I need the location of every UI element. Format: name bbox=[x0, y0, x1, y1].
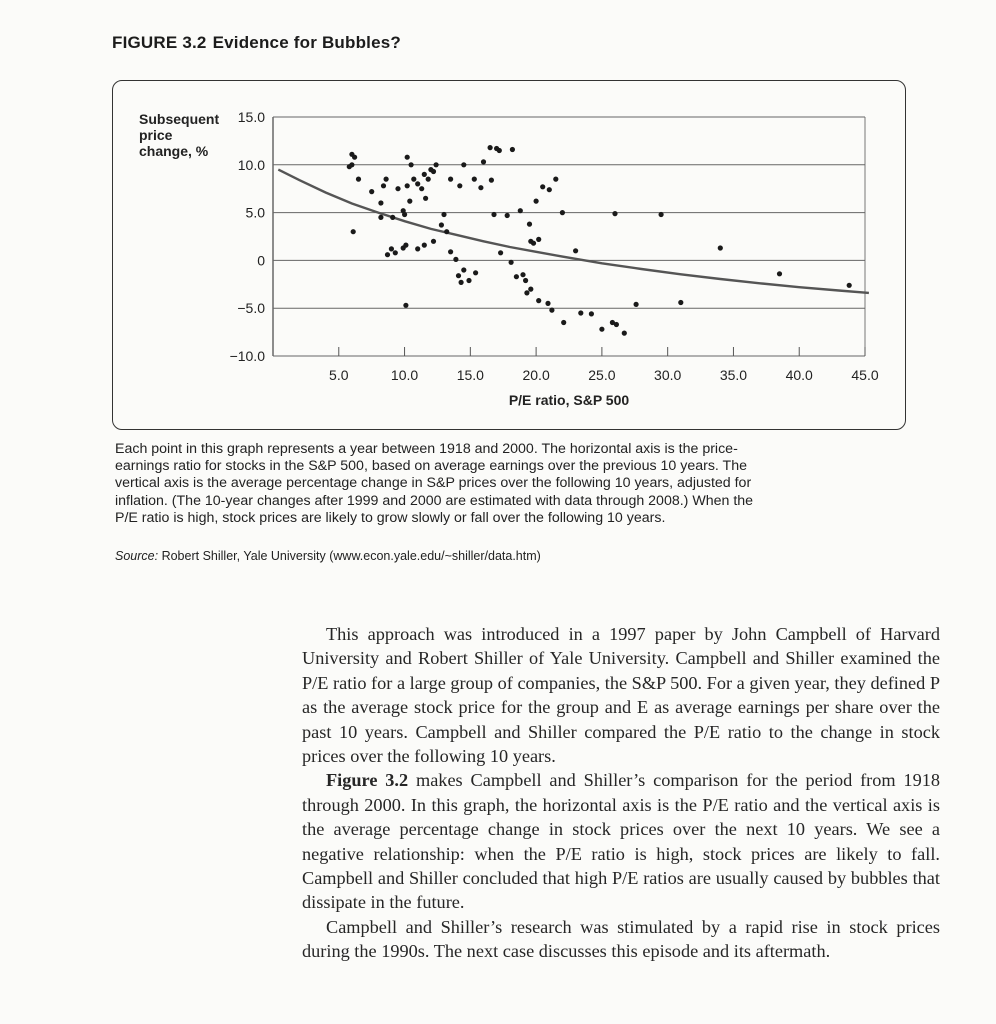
data-point bbox=[520, 272, 525, 277]
data-point bbox=[494, 146, 499, 151]
data-point bbox=[536, 298, 541, 303]
y-tick-label: 15.0 bbox=[237, 109, 265, 125]
data-point bbox=[524, 290, 529, 295]
data-point bbox=[441, 212, 446, 217]
data-point bbox=[448, 177, 453, 182]
data-point bbox=[426, 177, 431, 182]
data-point bbox=[718, 245, 723, 250]
data-point bbox=[518, 208, 523, 213]
data-point bbox=[549, 308, 554, 313]
figure-number: FIGURE 3.2 bbox=[112, 33, 207, 52]
data-point bbox=[434, 162, 439, 167]
data-point bbox=[466, 278, 471, 283]
data-point bbox=[531, 241, 536, 246]
data-point bbox=[489, 178, 494, 183]
data-point bbox=[415, 246, 420, 251]
data-point bbox=[385, 252, 390, 257]
x-tick-label: 20.0 bbox=[522, 367, 550, 383]
data-point bbox=[456, 273, 461, 278]
data-point bbox=[448, 249, 453, 254]
source-label: Source: bbox=[115, 549, 159, 563]
x-tick-label: 5.0 bbox=[329, 367, 349, 383]
data-point bbox=[431, 239, 436, 244]
data-point bbox=[540, 184, 545, 189]
data-point bbox=[349, 152, 354, 157]
paragraph-2 bbox=[302, 768, 940, 914]
data-point bbox=[560, 210, 565, 215]
data-point bbox=[369, 189, 374, 194]
data-point bbox=[473, 270, 478, 275]
data-point bbox=[578, 310, 583, 315]
data-point bbox=[439, 222, 444, 227]
data-point bbox=[403, 243, 408, 248]
y-tick-label: −5.0 bbox=[237, 300, 265, 317]
data-point bbox=[422, 243, 427, 248]
data-point bbox=[401, 208, 406, 213]
data-point bbox=[422, 172, 427, 177]
data-point bbox=[431, 169, 436, 174]
data-point bbox=[405, 183, 410, 188]
data-point bbox=[509, 260, 514, 265]
data-point bbox=[536, 237, 541, 242]
data-point bbox=[378, 200, 383, 205]
data-point bbox=[409, 162, 414, 167]
data-point bbox=[498, 250, 503, 255]
figure-caption: Each point in this graph represents a year between 1918 and 2000. The horizontal axis is the price-earnings ratio for stocks in the S&P 500, based on average earnings over the previous 10 years. The vertical axis is the average percentage change in S&P prices over the following 10 years, adjusted for inflation. (The 10-year changes after 1999 and 2000 are estimated with data through 2008.) When the P/E ratio is high, stock prices are likely to grow slowly or fall over the following 10 years. bbox=[115, 441, 754, 526]
scatter-chart bbox=[113, 81, 905, 429]
data-point bbox=[453, 257, 458, 262]
data-point bbox=[393, 250, 398, 255]
data-point bbox=[510, 147, 515, 152]
x-tick-label: 10.0 bbox=[390, 367, 419, 383]
x-tick-label: 45.0 bbox=[851, 367, 879, 383]
data-point bbox=[488, 145, 493, 150]
x-tick-label: 40.0 bbox=[785, 367, 813, 383]
data-point bbox=[461, 162, 466, 167]
data-point bbox=[545, 301, 550, 306]
x-tick-label: 35.0 bbox=[719, 367, 748, 383]
figure-title bbox=[112, 33, 401, 53]
data-point bbox=[534, 199, 539, 204]
data-point bbox=[573, 248, 578, 253]
data-point bbox=[547, 187, 552, 192]
data-point bbox=[459, 280, 464, 285]
data-point bbox=[395, 186, 400, 191]
data-point bbox=[514, 274, 519, 279]
data-point bbox=[423, 196, 428, 201]
data-point bbox=[612, 211, 617, 216]
figure-reference: Figure 3.2 bbox=[326, 770, 409, 791]
data-point bbox=[415, 181, 420, 186]
data-point bbox=[622, 331, 627, 336]
data-point bbox=[457, 183, 462, 188]
data-point bbox=[389, 246, 394, 251]
data-point bbox=[381, 183, 386, 188]
data-point bbox=[403, 303, 408, 308]
data-point bbox=[349, 162, 354, 167]
body-text bbox=[302, 622, 940, 964]
data-point bbox=[351, 229, 356, 234]
data-point bbox=[481, 159, 486, 164]
data-point bbox=[659, 212, 664, 217]
data-point bbox=[390, 215, 395, 220]
data-point bbox=[599, 327, 604, 332]
data-point bbox=[444, 229, 449, 234]
data-point bbox=[523, 278, 528, 283]
data-point bbox=[472, 177, 477, 182]
data-point bbox=[356, 177, 361, 182]
y-tick-label: −10.0 bbox=[229, 348, 265, 364]
data-point bbox=[461, 267, 466, 272]
data-point bbox=[553, 177, 558, 182]
data-point bbox=[777, 271, 782, 276]
data-point bbox=[634, 302, 639, 307]
data-point bbox=[407, 199, 412, 204]
figure-name: Evidence for Bubbles? bbox=[212, 33, 401, 52]
y-axis-label: Subsequent price change, % bbox=[139, 111, 220, 159]
data-point bbox=[419, 186, 424, 191]
data-point bbox=[847, 283, 852, 288]
paragraph-1: This approach was introduced in a 1997 paper by John Campbell of Harvard University and Robert Shiller of Yale University. Campbell and Shiller examined the P/E ratio for a large group of companies, the S&P 500. For a given year, they defined P as the average stock price for the group and E as average earnings per share over the past 10 years. Campbell and Shiller compared the P/E ratio to the change in stock prices over the following 10 years. bbox=[302, 624, 940, 767]
data-point bbox=[614, 322, 619, 327]
data-point bbox=[411, 177, 416, 182]
data-point bbox=[561, 320, 566, 325]
data-point bbox=[527, 222, 532, 227]
data-point bbox=[405, 155, 410, 160]
x-tick-label: 25.0 bbox=[588, 367, 616, 383]
x-tick-label: 15.0 bbox=[456, 367, 484, 383]
x-axis-label: P/E ratio, S&P 500 bbox=[508, 392, 630, 408]
figure-box bbox=[112, 80, 906, 430]
data-point bbox=[378, 215, 383, 220]
data-point bbox=[589, 311, 594, 316]
data-point bbox=[491, 212, 496, 217]
paragraph-3: Campbell and Shiller’s research was stimulated by a rapid rise in stock prices during the 1990s. The next case discusses this episode and its aftermath. bbox=[302, 916, 940, 962]
figure-source bbox=[115, 549, 541, 563]
data-point bbox=[505, 213, 510, 218]
data-point bbox=[478, 185, 483, 190]
x-tick-label: 30.0 bbox=[654, 367, 682, 383]
y-tick-label: 10.0 bbox=[237, 156, 265, 173]
data-point bbox=[384, 177, 389, 182]
y-tick-label: 0 bbox=[257, 252, 265, 269]
paragraph-2-text: makes Campbell and Shiller’s comparison for the period from 1918 through 2000. In this graph, the horizontal axis is the P/E ratio and the vertical axis is the average percentage change in stock prices over the next 10 years. We see a negative relationship: when the P/E ratio is high, stock prices are likely to fall. Campbell and Shiller concluded that high P/E ratios are usually caused by bubbles that dissipate in the future. bbox=[302, 770, 940, 913]
data-point bbox=[528, 287, 533, 292]
y-tick-label: 5.0 bbox=[245, 204, 265, 221]
data-point bbox=[678, 300, 683, 305]
source-text: Robert Shiller, Yale University (www.econ.yale.edu/~shiller/data.htm) bbox=[161, 549, 541, 563]
